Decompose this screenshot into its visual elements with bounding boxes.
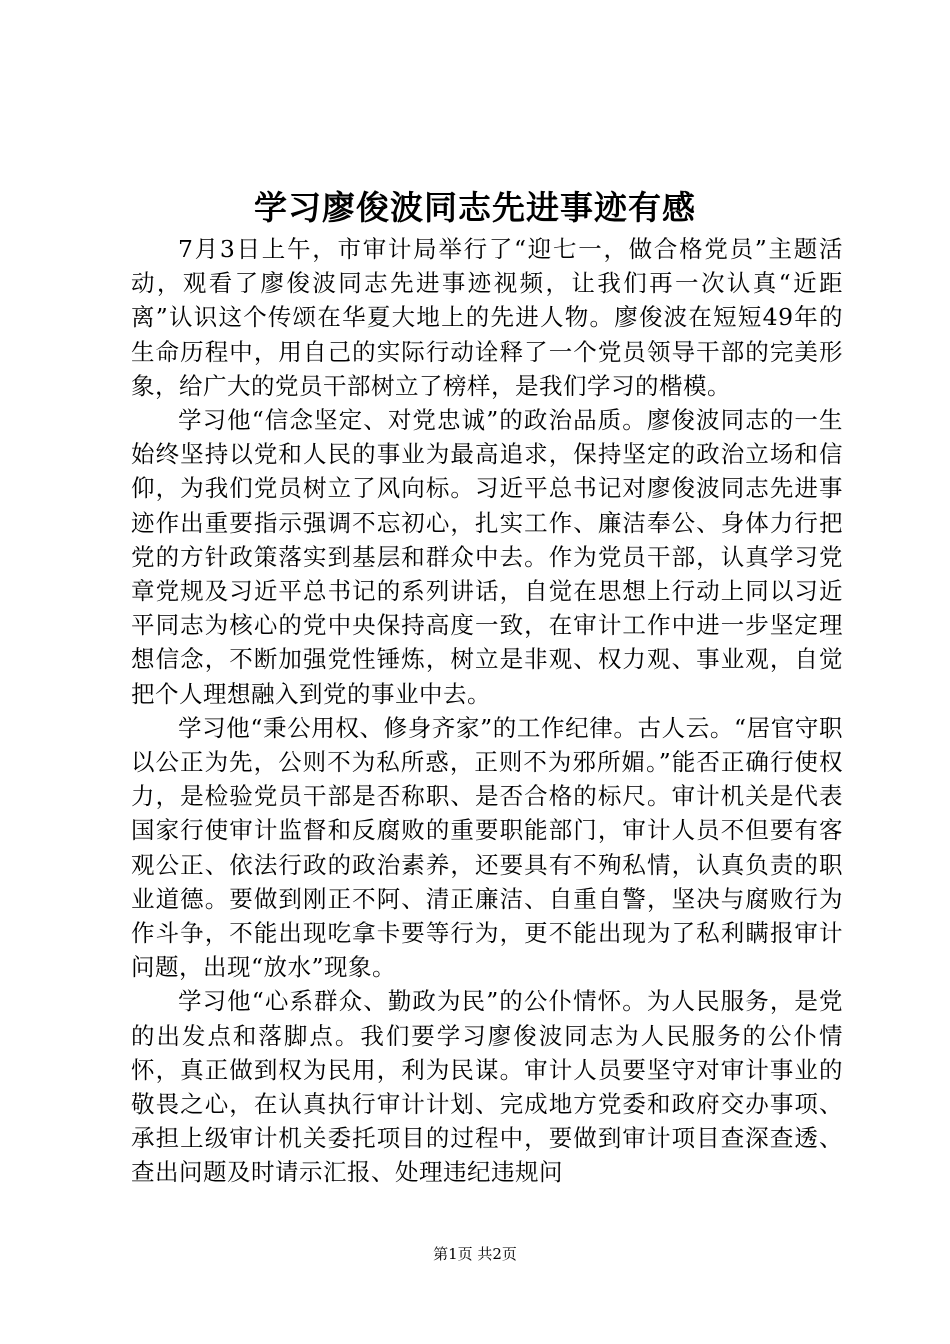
paragraph-political-quality: 学习他“信念坚定、对党忠诚”的政治品质。廖俊波同志的一生始终坚持以党和人民的事业为最高追求，保持坚定的政治立场和信仰，为我们党员树立了风向标。习近平总书记对廖俊波同志先进事迹作出重要指示强调不忘初心，扎实工作、廉洁奉公、身体力行把党的方针政策落实到基层和群众中去。作为党员干部，认真学习党章党规及习近平总书记的系列讲话，自觉在思想上行动上同以习近平同志为核心的党中央保持高度一致，在审计工作中进一步坚定理想信念，不断加强党性锤炼，树立是非观、权力观、事业观，自觉把个人理想融入到党的事业中去。 xyxy=(131,406,843,708)
paragraph-public-servant: 学习他“心系群众、勤政为民”的公仆情怀。为人民服务，是党的出发点和落脚点。我们要学习廖俊波同志为人民服务的公仆情怀，真正做到权为民用，利为民谋。审计人员要坚守对审计事业的敬畏之心，在认真执行审计计划、完成地方党委和政府交办事项、承担上级审计机关委托项目的过程中，要做到审计项目查深查透、查出问题及时请示汇报、处理违纪违规问 xyxy=(131,987,843,1187)
page-number-footer: 第1页 共2页 xyxy=(433,1245,517,1263)
paragraph-intro: 7月3日上午，市审计局举行了“迎七一，做合格党员”主题活动，观看了廖俊波同志先进事迹视频，让我们再一次认真“近距离”认识这个传颂在华夏大地上的先进人物。廖俊波在短短49年的生命历程中，用自己的实际行动诠释了一个党员领导干部的完美形象，给广大的党员干部树立了榜样，是我们学习的楷模。 xyxy=(131,235,843,400)
document-body xyxy=(131,232,843,1190)
document-title: 学习廖俊波同志先进事迹有感 xyxy=(254,188,696,227)
paragraph-work-discipline: 学习他“秉公用权、修身齐家”的工作纪律。古人云。“居官守职以公正为先，公则不为私所惑，正则不为邪所媚。”能否正确行使权力，是检验党员干部是否称职、是否合格的标尺。审计机关是代表国家行使审计监督和反腐败的重要职能部门，审计人员不但要有客观公正、依法行政的政治素养，还要具有不殉私情，认真负责的职业道德。要做到刚正不阿、清正廉洁、自重自警，坚决与腐败行为作斗争，不能出现吃拿卡要等行为，更不能出现为了私利瞒报审计问题，出现“放水”现象。 xyxy=(131,713,843,982)
